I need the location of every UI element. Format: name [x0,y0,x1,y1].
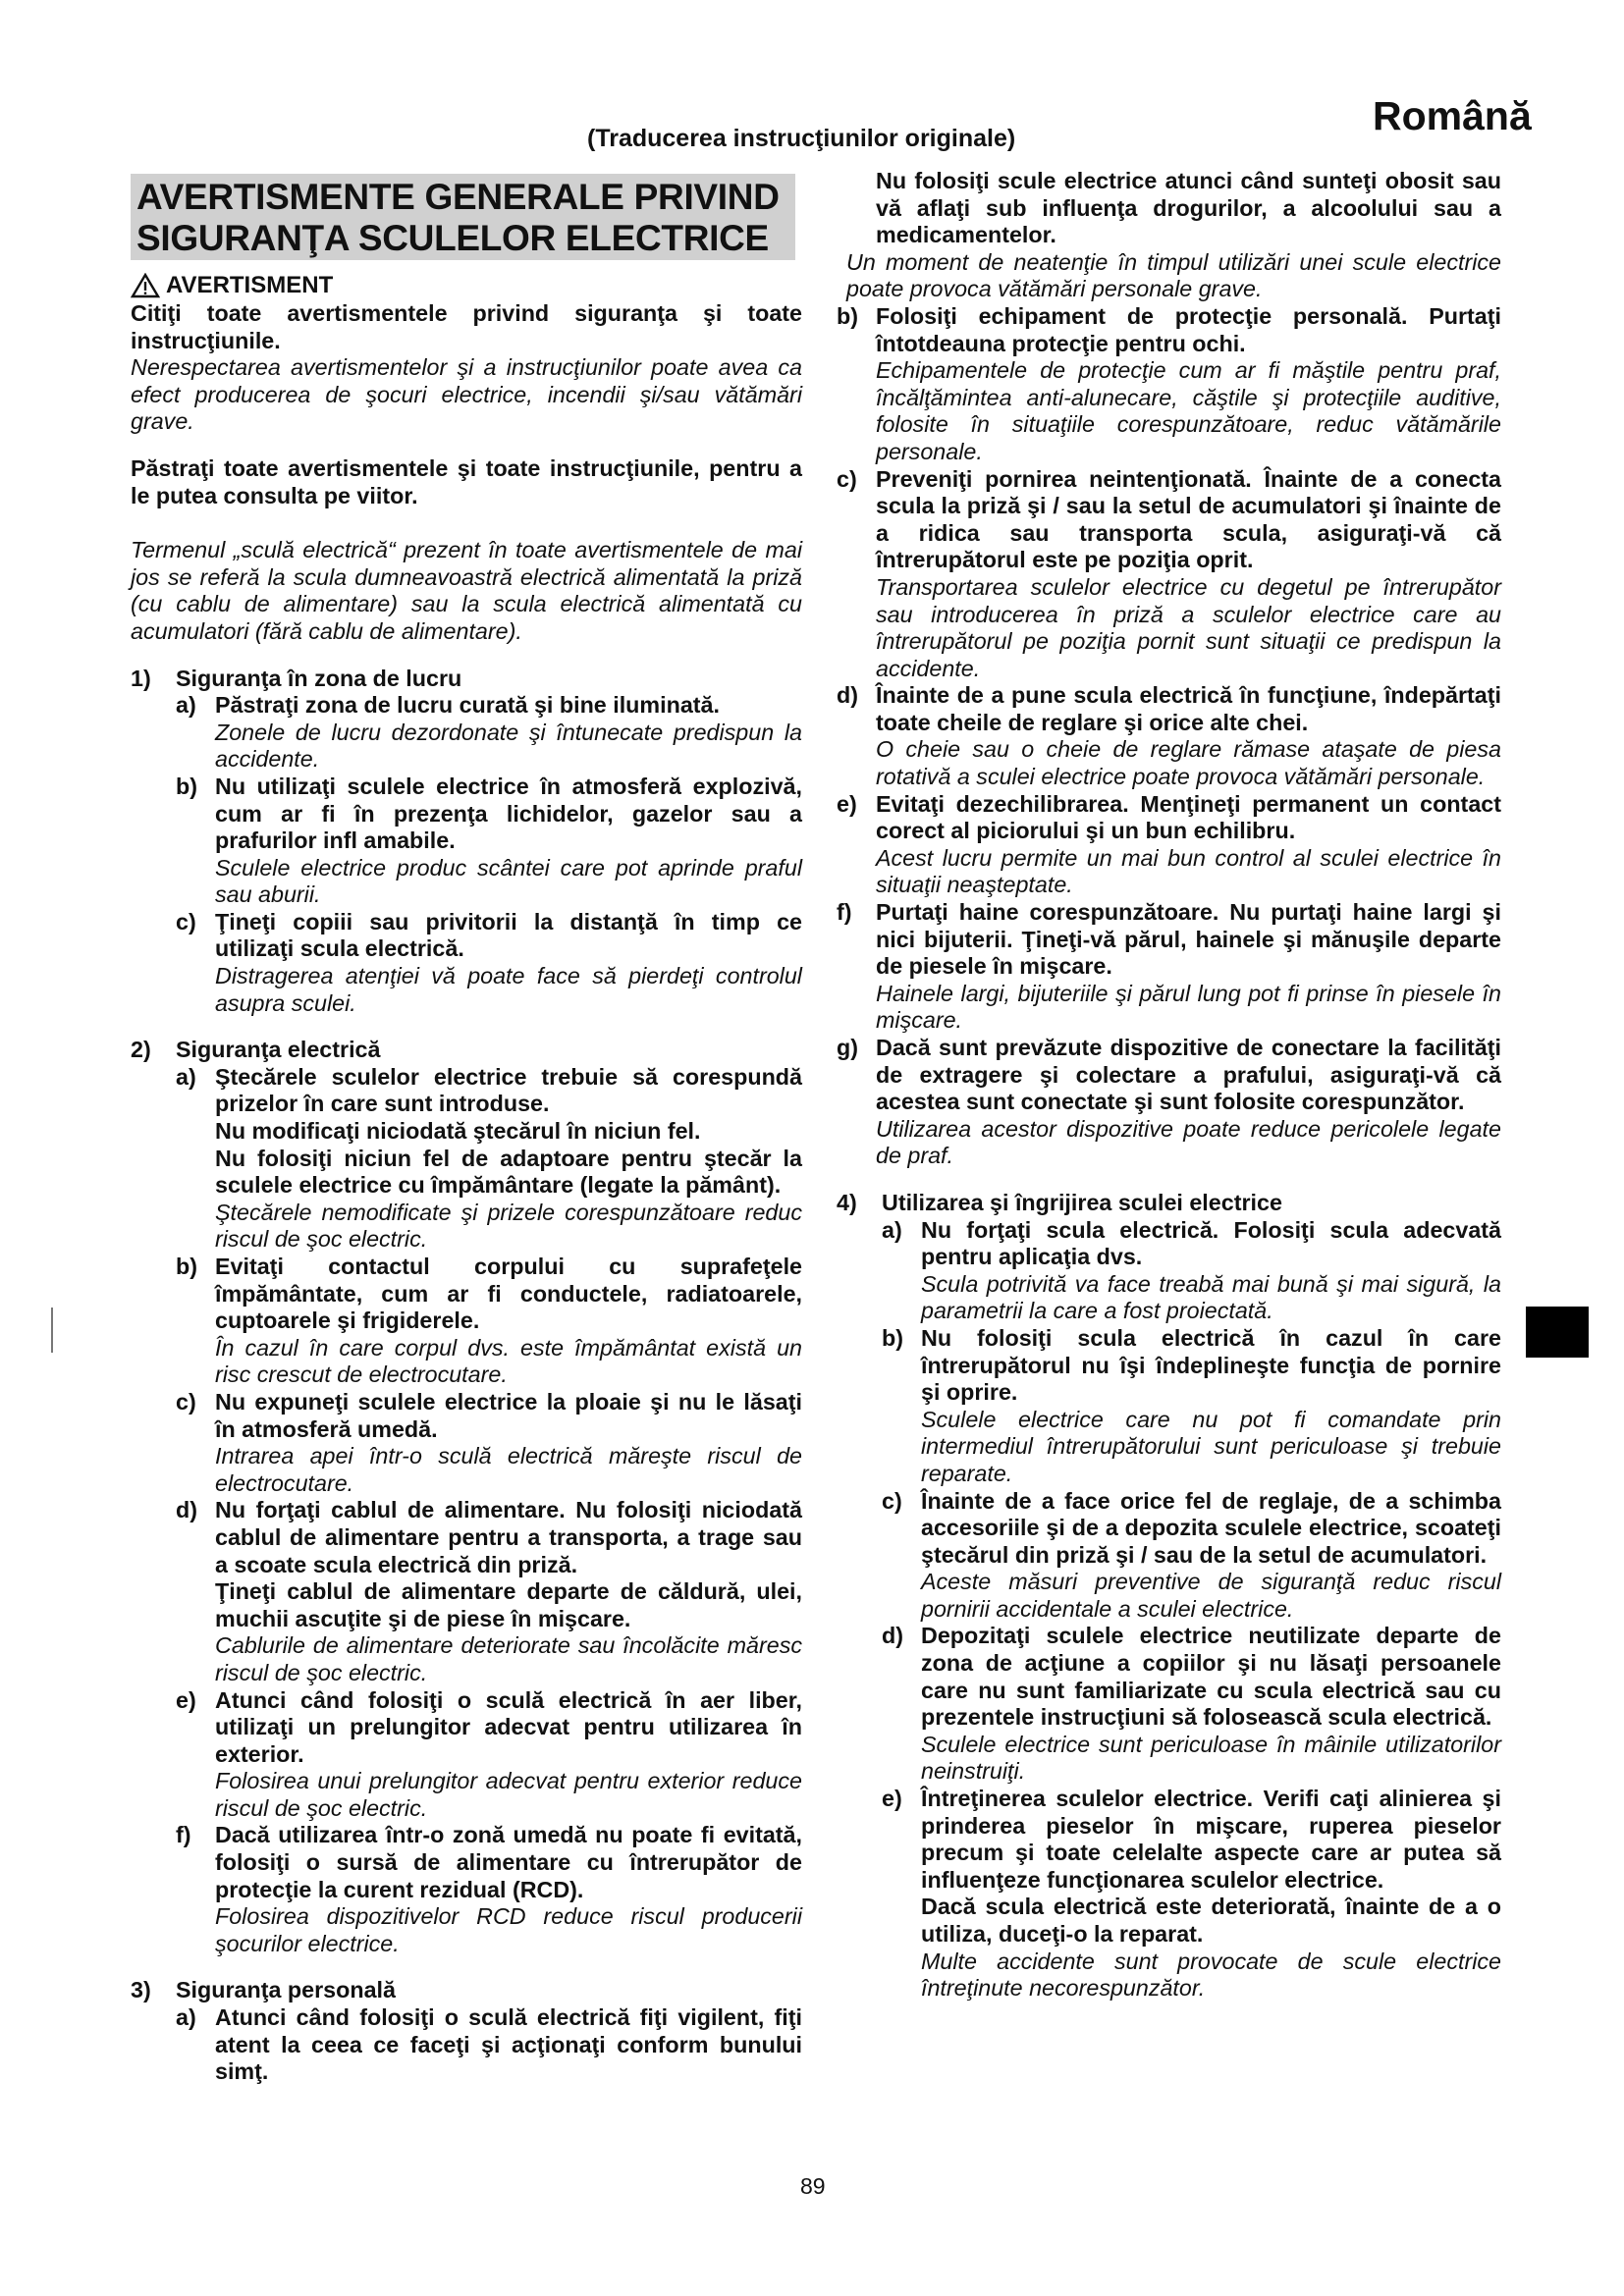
item-instruction: Întreţinerea sculelor electrice. Verifi caţi alinierea şi prinderea pieselor în mişcare, ruperea pieselor precum şi toate celelalte aspecte care ar putea să influenţeze funcţionarea sculelor electrice. [921,1786,1501,1893]
list-item [882,1786,1501,2002]
section-number: 4) [837,1189,857,1215]
item-explanation: Folosirea unui prelungitor adecvat pentru exterior reduce riscul de şoc electric. [215,1768,802,1821]
item-instruction: Ţineţi copiii sau privitorii la distanţă în timp ce utilizaţi scula electrică. [215,908,802,962]
list-item [882,1325,1501,1488]
intro-consequence: Nerespectarea avertismentelor şi a instrucţiunilor poate avea ca efect producerea de şocuri electrice, incendii şi/sau vătămări grave. [131,354,802,435]
item-label: d) [176,1497,197,1523]
list-item [882,1217,1501,1325]
item-explanation: Sculele electrice care nu pot fi comandate prin intermediul întrerupătorului sunt periculoase şi trebuie reparate. [921,1406,1501,1486]
item-label: b) [176,773,197,799]
item-label: a) [176,692,196,719]
section-title [136,177,780,259]
item-instruction: Nu forţaţi scula electrică. Folosiţi scula adecvată pentru aplicaţia dvs. [921,1216,1501,1270]
list-item [882,1623,1501,1786]
section-tool-use [837,1190,1501,2002]
item-explanation: Transportarea sculelor electrice cu degetul pe întrerupător sau introducerea în priză a sculelor electrice care au întrerupătorul pe poziţia pornit sunt situaţii ce predispun la accidente. [876,573,1501,681]
right-column [837,168,1501,2002]
list-item [176,1822,802,1957]
item-instruction: Depozitaţi sculele electrice neutilizate departe de zona de acţiune a copiilor şi nu lăsaţi persoanele care nu sunt familiarizate cu scula electrică sau cu prezentele instrucţiuni să folosească scula electrică. [921,1623,1501,1731]
list-item [176,909,802,1017]
item-instruction: Atunci când folosiţi o sculă electrică în aer liber, utilizaţi un prelungitor adecvat pentru utilizarea în exterior. [215,1686,802,1767]
list-item [176,1687,802,1823]
list-item [837,899,1501,1035]
page-number: 89 [800,2173,826,2199]
item-instruction: Nu expuneţi sculele electrice la ploaie şi nu le lăsaţi în atmosferă umedă. [215,1388,802,1442]
item-explanation: În cazul în care corpul dvs. este împământat există un risc crescut de electrocutare. [215,1334,802,1388]
item-label: a) [882,1216,902,1243]
item-label: c) [882,1487,902,1514]
item-explanation: Ştecărele nemodificate şi prizele corespunzătoare reduc riscul de şoc electric. [215,1199,802,1253]
item-instruction: Nu modificaţi niciodată ştecărul în niciun fel. [215,1118,701,1145]
list-item [837,303,1501,466]
item-instruction: Înainte de a pune scula electrică în funcţiune, îndepărtaţi toate cheile de reglare şi orice alte chei. [876,682,1501,735]
item-instruction: Dacă utilizarea într-o zonă umedă nu poate fi evitată, folosiţi o sursă de alimentare cu întrerupător de protecţie la curent rezidual (RCD). [215,1822,802,1902]
item-instruction: Nu folosiţi niciun fel de adaptoare pentru ştecăr la sculele electrice cu împământare (legate la pământ). [215,1145,802,1199]
item-label: f) [176,1822,191,1848]
item-label: e) [882,1786,902,1812]
warning-label: AVERTISMENT [166,272,334,298]
item-instruction: Nu utilizaţi sculele electrice în atmosferă explozivă, cum ar fi în prezenţa lichidelor, gazelor sau a prafurilor infl amabile. [215,773,802,854]
item-instruction: Ştecărele sculelor electrice trebuie să corespundă prizelor în care sunt introduse. [215,1063,802,1117]
item-label: a) [176,1063,196,1090]
item-label: f) [837,899,852,926]
margin-mark [51,1308,53,1353]
left-column [131,300,802,2086]
item-instruction: Preveniţi pornirea neintenţionată. Înainte de a conecta scula la priză şi / sau la setul de acumulatori şi înainte de a ridica sau transporta scula, asiguraţi-vă că întrerupătorul este pe poziţia oprit. [876,465,1501,573]
item-explanation: Multe accidente sunt provocate de scule electrice întreţinute necorespunzător. [921,1948,1501,2002]
item-label: e) [837,790,857,817]
list-item [837,682,1501,790]
item-explanation: O cheie sau o cheie de reglare rămase ataşate de piesa rotativă a sculei electrice poate provoca vătămări personale. [876,736,1501,790]
list-item [176,1254,802,1389]
list-item [837,791,1501,899]
item-instruction: Înainte de a face orice fel de reglaje, de a schimba accesoriile şi de a depozita sculele electrice, scoateţi ştecărul din priză şi / sau de la setul de acumulatori. [921,1487,1501,1568]
list-item [176,2004,802,2086]
item-label: c) [176,1388,196,1415]
item-instruction: Nu forţaţi cablul de alimentare. Nu folosiţi niciodată cablul de alimentare pentru a transporta, a trage sau a scoate scula electrică din priză. [215,1497,802,1577]
item-instruction: Evitaţi contactul corpului cu suprafeţele împământate, cum ar fi conductele, radiatoarele, cuptoarele şi frigiderele. [215,1254,802,1334]
item-label: b) [837,302,858,329]
section-heading: Siguranţa personală [176,1977,396,2003]
list-item [176,692,802,774]
item-explanation: Zonele de lucru dezordonate şi întunecate predispun la accidente. [215,719,802,773]
item-label: b) [882,1324,903,1351]
item-instruction: Dacă sunt prevăzute dispozitive de conectare la facilităţi de extragere şi colectare a prafului, asiguraţi-vă că acestea sunt conectate şi sunt folosite corespunzător. [876,1035,1501,1115]
list-item [882,1488,1501,1624]
item-explanation: Un moment de neatenţie în timpul utilizări unei scule electrice poate provoca vătămări personale grave. [846,248,1501,302]
intro-read-all: Citiţi toate avertismentele privind siguranţa şi toate instrucţiunile. [131,300,802,353]
section-number: 1) [131,665,151,691]
section-work-area [131,666,802,1018]
item-label: c) [837,465,857,492]
chapter-tab [1526,1307,1589,1358]
item-instruction: Ţineţi cablul de alimentare departe de căldură, ulei, muchii ascuţite şi de piese în mişcare. [215,1578,802,1631]
item-label: a) [176,2004,196,2031]
item-label: d) [882,1623,903,1649]
item-label: b) [176,1254,197,1279]
language-label: Română [1373,93,1532,138]
list-item [176,1389,802,1497]
section-heading: Siguranţa în zona de lucru [176,665,462,691]
section-heading: Utilizarea şi îngrijirea sculei electrice [882,1189,1282,1215]
item-instruction: Dacă scula electrică este deteriorată, înainte de a o utiliza, duceţi-o la reparat. [921,1894,1501,1947]
item-explanation: Echipamentele de protecţie cum ar fi măştile pentru praf, încălţămintea anti-alunecare, căştile şi protecţiile auditive, folosite în situaţiile corespunzătoare, reduc vătămările personale. [876,357,1501,464]
list-item [176,1064,802,1254]
item-instruction: Evitaţi dezechilibrarea. Menţineţi permanent un contact corect al piciorului şi un bun echilibru. [876,790,1501,844]
section-personal [131,1977,802,2085]
section-number: 2) [131,1037,151,1063]
list-item-continued [837,168,1501,303]
list-item [176,1497,802,1686]
intro-term-definition: Termenul „sculă electrică“ prezent în toate avertismentele de mai jos se referă la scula dumneavoastră electrică alimentată la priză (cu cablu de alimentare) sau la scula electrică alimentată cu acumulatori (fără cablu de alimentare). [131,537,802,644]
item-explanation: Sculele electrice produc scântei care pot aprinde praful sau aburii. [215,854,802,908]
item-explanation: Distragerea atenţiei vă poate face să pierdeţi controlul asupra sculei. [215,963,802,1016]
item-label: d) [837,682,858,709]
item-instruction: Nu folosiţi scule electrice atunci când sunteţi obosit sau vă aflaţi sub influenţa drogurilor, a alcoolului sau a medicamentelor. [876,168,1501,248]
item-instruction: Folosiţi echipament de protecţie personală. Purtaţi întotdeauna protecţie pentru ochi. [876,302,1501,356]
intro-keep-instructions: Păstraţi toate avertismentele şi toate instrucţiunile, pentru a le putea consulta pe viitor. [131,454,802,508]
warning-triangle-icon [131,273,160,298]
section-heading: Siguranţa electrică [176,1037,381,1063]
item-explanation: Scula potrivită va face treabă mai bună şi mai sigură, la parametrii la care a fost proiectată. [921,1270,1501,1324]
warning-heading [131,272,333,299]
item-explanation: Sculele electrice sunt periculoase în mâinile utilizatorilor neinstruiţi. [921,1731,1501,1785]
item-label: c) [176,908,196,934]
item-explanation: Hainele largi, bijuteriile şi părul lung pot fi prinse în piesele în mişcare. [876,980,1501,1034]
section-title-line-2: SIGURANŢA SCULELOR ELECTRICE [136,218,769,258]
section-electrical [131,1037,802,1957]
list-item [176,774,802,909]
item-explanation: Intrarea apei într-o sculă electrică măreşte riscul de electrocutare. [215,1443,802,1496]
item-explanation: Aceste măsuri preventive de siguranţă reduc riscul pornirii accidentale a sculei electrice. [921,1569,1501,1622]
item-label: e) [176,1686,196,1713]
section-title-line-1: AVERTISMENTE GENERALE PRIVIND [136,177,780,217]
item-instruction: Păstraţi zona de lucru curată şi bine iluminată. [215,692,720,719]
item-explanation: Folosirea dispozitivelor RCD reduce riscul producerii şocurilor electrice. [215,1903,802,1956]
item-instruction: Nu folosiţi scula electrică în cazul în care întrerupătorul nu îşi îndeplineşte funcţia de pornire şi oprire. [921,1324,1501,1406]
section-number: 3) [131,1977,151,2003]
list-item [837,1035,1501,1170]
item-explanation: Cablurile de alimentare deteriorate sau încolăcite măresc riscul de şoc electric. [215,1632,802,1685]
list-item [837,466,1501,683]
document-subtitle: (Traducerea instrucţiunilor originale) [587,125,1016,152]
item-instruction: Atunci când folosiţi o sculă electrică fiţi vigilent, fiţi atent la ceea ce faceţi şi acţionaţi conform bunului simţ. [215,2004,802,2085]
item-explanation: Acest lucru permite un mai bun control al sculei electrice în situaţii neaşteptate. [876,844,1501,898]
item-explanation: Utilizarea acestor dispozitive poate reduce pericolele legate de praf. [876,1115,1501,1169]
item-label: g) [837,1035,858,1060]
item-instruction: Purtaţi haine corespunzătoare. Nu purtaţi haine largi şi nici bijuterii. Ţineţi-vă părul, hainele şi mănuşile departe de piesele în mişcare. [876,899,1501,980]
